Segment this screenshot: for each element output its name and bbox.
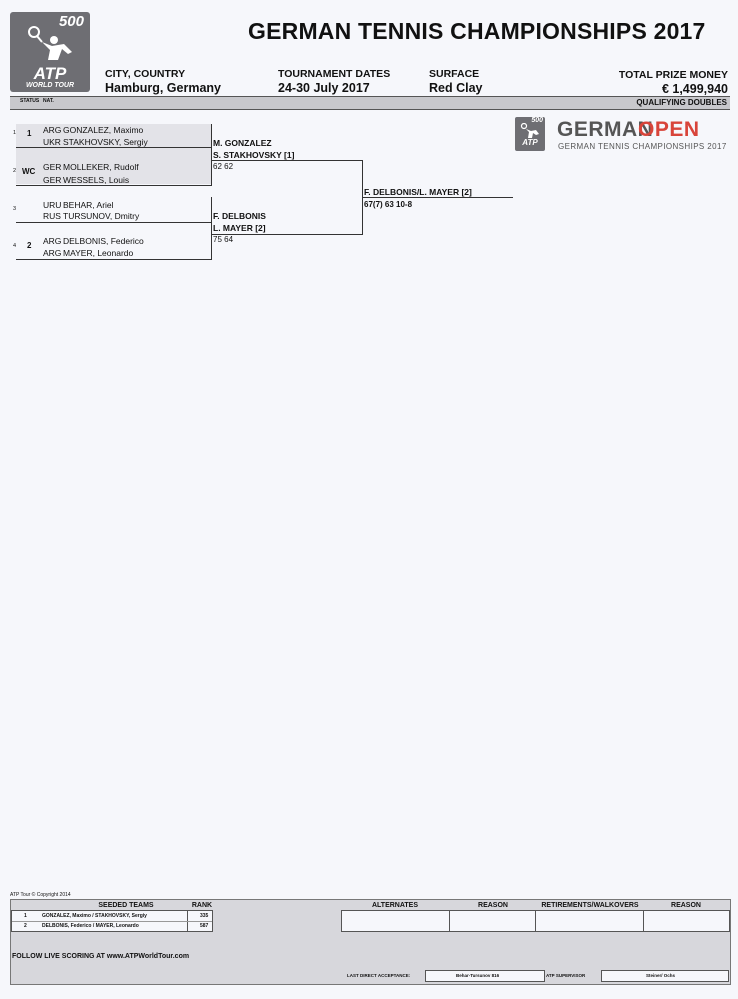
player-nat: RUS — [43, 211, 61, 221]
surface-value: Red Clay — [429, 81, 483, 95]
tennis-player-icon — [520, 123, 540, 139]
bracket-line — [16, 222, 211, 223]
entry-status: 2 — [27, 241, 32, 250]
bracket-line — [16, 185, 211, 186]
player-nat: UKR — [43, 137, 61, 147]
winner-name: L. MAYER [2] — [213, 223, 266, 233]
bracket-line — [16, 147, 211, 148]
retirements-header: RETIREMENTS/WALKOVERS — [541, 902, 639, 909]
supervisor-label: ATP SUPERVISOR — [546, 973, 586, 978]
seed-number: 1 — [24, 913, 27, 919]
supervisor-value: Steiner/ Ochs — [646, 973, 676, 978]
qualifier-score: 67(7) 63 10-8 — [364, 200, 413, 209]
player-nat: ARG — [43, 248, 62, 258]
seeded-teams-header: SEEDED TEAMS — [98, 902, 154, 909]
qualifier-name: F. DELBONIS/L. MAYER [2] — [364, 187, 472, 197]
winner-name: S. STAKHOVSKY [1] — [213, 150, 295, 160]
player-nat: ARG — [43, 125, 62, 135]
surface-label: SURFACE — [429, 68, 480, 80]
bracket-connector — [211, 124, 212, 186]
draw-line-number: 3 — [13, 206, 17, 212]
prize-value: € 1,499,940 — [661, 82, 728, 96]
bracket-line — [211, 160, 362, 161]
player-name: GONZALEZ, Maximo — [63, 125, 144, 135]
alternates-box — [341, 910, 451, 932]
footer-panel — [10, 899, 731, 985]
bracket-line — [211, 234, 362, 235]
entry-status: WC — [22, 167, 36, 176]
player-nat: ARG — [43, 236, 62, 246]
draw-line-number: 2 — [13, 168, 17, 174]
player-name: MAYER, Leonardo — [63, 248, 134, 258]
city-label: CITY, COUNTRY — [105, 68, 186, 80]
status-column-header: STATUS — [20, 98, 40, 104]
city-value: Hamburg, Germany — [105, 81, 222, 95]
winner-name: M. GONZALEZ — [213, 138, 272, 148]
bracket-connector — [211, 197, 212, 260]
tennis-player-icon — [24, 26, 76, 66]
player-name: MOLLEKER, Rudolf — [63, 162, 139, 172]
rank-header: RANK — [191, 902, 213, 909]
sponsor-subtitle: GERMAN TENNIS CHAMPIONSHIPS 2017 — [558, 142, 727, 151]
live-scoring-text: FOLLOW LIVE SCORING AT www.ATPWorldTour.com — [12, 953, 190, 960]
alternates-header: ALTERNATES — [371, 902, 419, 909]
copyright-text: ATP Tour © Copyright 2014 — [10, 892, 71, 898]
draw-type-label: QUALIFYING DOUBLES — [636, 98, 727, 107]
player-name: TURSUNOV, Dmitry — [63, 211, 140, 221]
reason-header: REASON — [671, 902, 701, 909]
nat-column-header: NAT. — [43, 98, 54, 104]
german-open-logo — [515, 117, 730, 153]
player-nat: GER — [43, 175, 62, 185]
seeded-teams-table — [11, 910, 213, 932]
winner-name: F. DELBONIS — [213, 211, 266, 221]
last-da-box — [425, 970, 545, 982]
draw-line-number: 1 — [13, 130, 17, 136]
match-score: 75 64 — [213, 235, 234, 244]
reason-box — [449, 910, 537, 932]
logo-tour: WORLD TOUR — [25, 82, 75, 89]
player-name: STAKHOVSKY, Sergiy — [63, 137, 148, 147]
draw-line-number: 4 — [13, 243, 17, 249]
atp-500-logo — [10, 12, 90, 92]
badge-tier: 500 — [531, 117, 543, 124]
bracket-line — [16, 259, 211, 260]
seed-team: DELBONIS, Federico / MAYER, Leonardo — [42, 923, 139, 929]
atp-badge-icon — [515, 117, 545, 151]
dates-value: 24-30 July 2017 — [278, 81, 370, 95]
sponsor-name-part2: OPEN — [638, 118, 700, 141]
seed-rank: 587 — [200, 923, 209, 929]
supervisor-box — [601, 970, 729, 982]
seed-team: GONZALEZ, Maximo / STAKHOVSKY, Sergiy — [42, 913, 147, 919]
prize-label: TOTAL PRIZE MONEY — [618, 69, 728, 81]
draw-header-bar — [10, 96, 730, 110]
bracket-line — [362, 197, 513, 198]
dates-label: TOURNAMENT DATES — [278, 68, 391, 80]
reason-box — [643, 910, 730, 932]
player-name: WESSELS, Louis — [63, 175, 130, 185]
retirements-box — [535, 910, 645, 932]
page-title: GERMAN TENNIS CHAMPIONSHIPS 2017 — [248, 18, 706, 44]
logo-brand: ATP — [33, 64, 67, 83]
logo-tier: 500 — [58, 13, 84, 30]
player-name: BEHAR, Ariel — [63, 200, 114, 210]
entry-status: 1 — [27, 129, 32, 138]
player-nat: URU — [43, 200, 62, 210]
last-da-value: Behar-Tursunov 816 — [456, 973, 500, 978]
seed-number: 2 — [24, 923, 27, 929]
player-name: DELBONIS, Federico — [63, 236, 144, 246]
match-score: 62 62 — [213, 162, 234, 171]
player-nat: GER — [43, 162, 62, 172]
sponsor-name-part1: GERMAN — [557, 118, 654, 141]
badge-brand: ATP — [522, 138, 538, 147]
reason-header: REASON — [478, 902, 508, 909]
seed-rank: 335 — [200, 913, 209, 919]
last-da-label: LAST DIRECT ACCEPTANCE: — [347, 973, 411, 978]
